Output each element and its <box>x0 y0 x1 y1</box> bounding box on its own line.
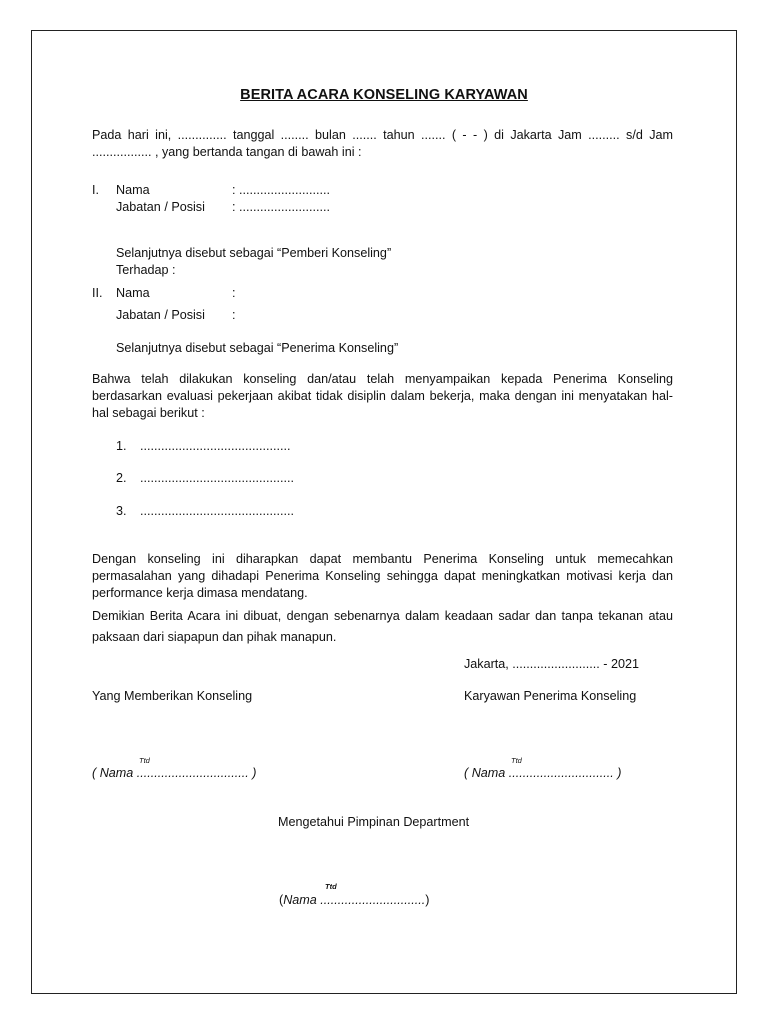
hope-paragraph: Dengan konseling ini diharapkan dapat membantu Penerima Konseling untuk memecahkan permasalahan yang dihadapi Penerima Konseling sehingga dapat meningkatkan motivasi kerja dan performance kerja dimasa mendatang. <box>92 552 673 600</box>
department-name-close: ) <box>425 893 430 907</box>
intro-paragraph: Pada hari ini, .............. tanggal ........ bulan ....... tahun ....... ( - - ) di Jakarta Jam ......... s/d Jam ................. , yang bertanda tangan di bawah ini : <box>92 128 673 159</box>
item-3-number: 3. <box>116 504 127 518</box>
party2-name-value: : <box>232 286 236 300</box>
right-signature-name: ( Nama .............................. ) <box>464 766 622 780</box>
statement-paragraph: Bahwa telah dilakukan konseling dan/atau telah menyampaikan kepada Penerima Konseling berdasarkan evaluasi pekerjaan akibat tidak disiplin dalam bekerja, maka dengan ini menyatakan hal-hal sebagai berikut : <box>92 372 673 420</box>
party2-designation: Selanjutnya disebut sebagai “Penerima Konseling” <box>116 341 399 355</box>
page-border <box>31 30 737 994</box>
department-title: Mengetahui Pimpinan Department <box>278 815 470 829</box>
party1-designation: Selanjutnya disebut sebagai “Pemberi Konseling” <box>116 246 392 260</box>
department-ttd: Ttd <box>325 882 337 891</box>
party2-number: II. <box>92 286 103 300</box>
place-date: Jakarta, ......................... - 2021 <box>464 657 639 671</box>
left-signature-name: ( Nama ................................ ) <box>92 766 257 780</box>
item-2-number: 2. <box>116 471 127 485</box>
left-signature-title: Yang Memberikan Konseling <box>92 689 253 703</box>
party1-number: I. <box>92 183 99 197</box>
department-signature-name <box>279 892 429 908</box>
against-label: Terhadap : <box>116 263 176 277</box>
party2-name-label: Nama <box>116 286 150 300</box>
party1-position-label: Jabatan / Posisi <box>116 200 205 214</box>
department-name-text: Nama .............................. <box>283 893 426 907</box>
party1-name-label: Nama <box>116 183 150 197</box>
party1-name-value: : .......................... <box>232 183 330 197</box>
left-ttd: Ttd <box>139 756 150 765</box>
item-3-text: ............................................ <box>140 504 294 518</box>
item-2-text: ............................................ <box>140 471 294 485</box>
party2-position-label: Jabatan / Posisi <box>116 308 205 322</box>
right-signature-title: Karyawan Penerima Konseling <box>464 689 637 703</box>
party2-position-value: : <box>232 308 236 322</box>
closing-paragraph: Demikian Berita Acara ini dibuat, dengan sebenarnya dalam keadaan sadar dan tanpa tekanan atau paksaan dari siapapun dan pihak manapun. <box>92 609 673 644</box>
right-ttd: Ttd <box>511 756 522 765</box>
item-1-text: ........................................... <box>140 439 291 453</box>
department-name-open: ( <box>279 893 284 907</box>
party1-position-value: : .......................... <box>232 200 330 214</box>
document-title: BERITA ACARA KONSELING KARYAWAN <box>240 87 528 103</box>
item-1-number: 1. <box>116 439 127 453</box>
